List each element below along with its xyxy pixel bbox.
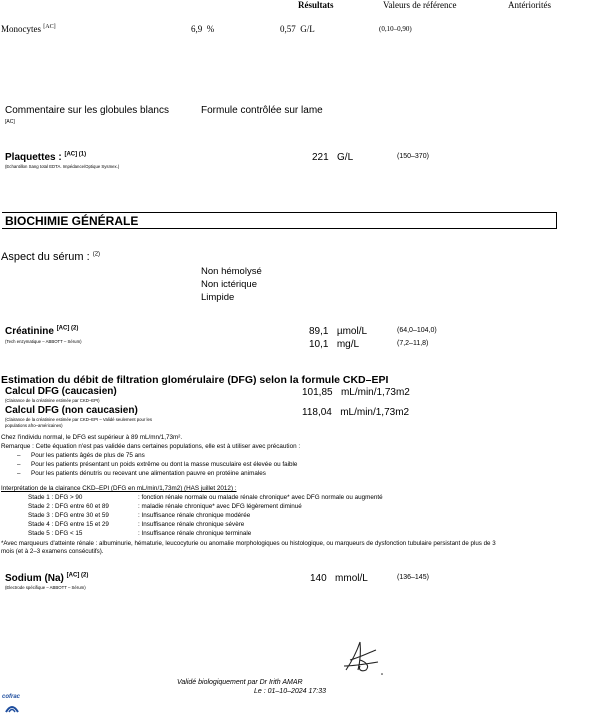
dfg-bullet-3: – Pour les patients dénutris ou recevant une alimentation pauvre en protéine animales bbox=[17, 470, 266, 477]
dfg-bullet-1: – Pour les patients âgés de plus de 75 ans bbox=[17, 452, 145, 459]
dfg-calc2-note-2: populations afro–américaines) bbox=[5, 423, 63, 428]
sodium-ref: (136–145) bbox=[397, 574, 429, 581]
dfg-stage-names bbox=[28, 493, 109, 538]
monocytes-pct: 6,9 % bbox=[191, 24, 215, 34]
stage-5-desc: : Insuffisance rénale chronique terminale bbox=[138, 530, 252, 537]
reference-header: Valeurs de référence bbox=[383, 0, 457, 10]
dfg-bullet-list bbox=[17, 451, 297, 478]
dfg-interp-title: Interprétation de la clairance CKD–EPI (DFG en mL/min/1,73m2) (HAS juillet 2012) : bbox=[1, 485, 237, 492]
cofrac-mark-icon bbox=[4, 702, 20, 714]
serum-line-2: Non ictérique bbox=[201, 279, 257, 290]
stage-5: Stade 5 : DFG < 15 bbox=[28, 530, 83, 537]
platelets-method: (Echantillon Sang total EDTA. Impédance/Optique Sysmex.) bbox=[5, 164, 120, 169]
validation-line-2: Le : 01–10–2024 17:33 bbox=[254, 688, 327, 695]
sodium-label: Sodium (Na) $^{[AC] (2)}$ bbox=[5, 572, 89, 584]
sodium-method: (Electrode spécifique – ABBOTT – Sérum) bbox=[5, 585, 86, 590]
dfg-footnote-1: *Avec marqueurs d'atteinte rénale : albuminurie, hématurie, leucocyturie ou anomalie morphologiques ou histologique, ou marqueurs de dysfonction tubulaire persistant de plus de 3 bbox=[1, 540, 496, 547]
dfg-calc1-value: 101,85 mL/min/1,73m2 bbox=[302, 387, 410, 398]
platelets-value: 221 G/L bbox=[312, 152, 354, 163]
platelets-label: Plaquettes : $^{[AC] (1)}$ bbox=[5, 151, 87, 163]
stage-4-desc: : Insuffisance rénale chronique sévère bbox=[138, 521, 245, 528]
wbc-comment-tag: [AC] bbox=[5, 119, 15, 125]
creatinine-ref-1: (64,0–104,0) bbox=[397, 327, 437, 334]
stage-1-desc: : fonction rénale normale ou malade rénale chronique* avec DFG normale ou augmenté bbox=[138, 494, 383, 501]
cofrac-logo-text: cofrac bbox=[2, 694, 21, 700]
serum-line-1: Non hémolysé bbox=[201, 266, 262, 277]
dfg-calc2-note-1: (Clairance de la créatinine estimée par CKD–EPI – Validé seulement pour les bbox=[5, 417, 153, 422]
stage-3: Stade 3 : DFG entre 30 et 59 bbox=[28, 512, 109, 519]
dfg-calc1-label: Calcul DFG (caucasien) bbox=[5, 386, 117, 397]
section-biochimie: BIOCHIMIE GÉNÉRALE bbox=[2, 212, 557, 229]
stage-2-desc: : maladie rénale chronique* avec DFG légèrement diminué bbox=[138, 503, 302, 510]
wbc-comment-label: Commentaire sur les globules blancs bbox=[5, 105, 169, 116]
dfg-calc2-value: 118,04 mL/min/1,73m2 bbox=[302, 407, 410, 418]
stage-3-desc: : Insuffisance rénale chronique modérée bbox=[138, 512, 251, 519]
dfg-remark: Remarque : Cette équation n'est pas validée dans certaines populations, elle est à utiliser avec précaution : bbox=[1, 443, 301, 450]
monocytes-ref: (0,10–0,90) bbox=[379, 25, 412, 33]
dfg-title: Estimation du débit de filtration glomérulaire (DFG) selon la formule CKD–EPI bbox=[1, 374, 389, 386]
dfg-bullet-2: – Pour les patients présentant un poids extrême ou dont la masse musculaire est élevée ou faible bbox=[17, 461, 298, 468]
stage-1: Stade 1 : DFG > 90 bbox=[28, 494, 83, 501]
serum-label: Aspect du sérum : $^{(2)}$ bbox=[1, 251, 101, 263]
creatinine-value-2: 10,1 mg/L bbox=[309, 339, 360, 350]
wbc-comment-value: Formule contrôlée sur lame bbox=[201, 105, 323, 116]
dfg-calc2-label: Calcul DFG (non caucasien) bbox=[5, 405, 138, 416]
sodium-value: 140 mmol/L bbox=[310, 573, 368, 584]
signature-image bbox=[336, 636, 386, 678]
cofrac-logo bbox=[2, 694, 26, 714]
creatinine-method: (Tech enzymatique – ABBOTT – Sérum) bbox=[5, 339, 82, 344]
previous-header: Antériorités bbox=[508, 0, 551, 10]
platelets-ref: (150–370) bbox=[397, 153, 429, 160]
stage-4: Stade 4 : DFG entre 15 et 29 bbox=[28, 521, 109, 528]
creatinine-ref-2: (7,2–11,8) bbox=[397, 340, 429, 347]
creatinine-label: Créatinine $^{[AC] (2)}$ bbox=[5, 325, 79, 337]
creatinine-value-1: 89,1 µmol/L bbox=[309, 326, 368, 337]
stage-2: Stade 2 : DFG entre 60 et 89 bbox=[28, 503, 109, 510]
results-header: Résultats bbox=[298, 0, 334, 10]
dfg-stage-descs bbox=[138, 493, 383, 538]
dfg-calc1-note: (Clairance de la créatinine estimée par CKD–EPI) bbox=[5, 398, 100, 403]
dfg-footnote-2: mois (et à 2–3 examens consécutifs). bbox=[1, 548, 104, 555]
validation-line-1: Validé biologiquement par Dr Irith AMAR bbox=[177, 679, 303, 686]
dfg-normal-text: Chez l'individu normal, le DFG est supérieur à 89 mL/mn/1,73m². bbox=[1, 434, 183, 441]
monocytes-abs: 0,57 G/L bbox=[280, 24, 315, 34]
serum-line-3: Limpide bbox=[201, 292, 235, 303]
monocytes-label: Monocytes [AC] bbox=[1, 24, 56, 34]
